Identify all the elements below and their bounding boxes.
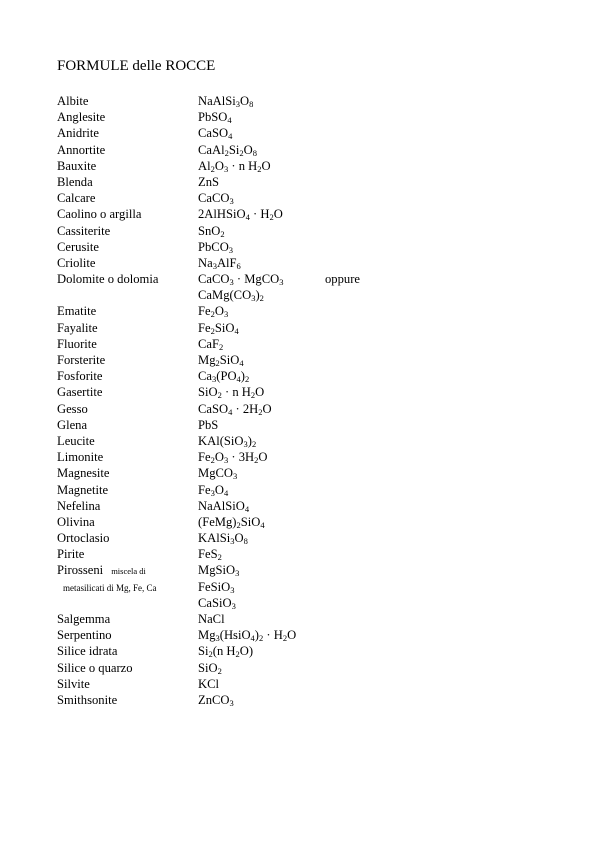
mineral-formula: SiO$_2$: [198, 660, 222, 676]
mineral-name: Magnetite: [57, 482, 109, 497]
mineral-formula: PbS: [198, 417, 219, 432]
mineral-name: Fayalite: [57, 320, 98, 335]
mineral-formula: ZnS: [198, 174, 219, 189]
mineral-formula: $Si_2(n$ $H_2O$): [198, 644, 254, 660]
mineral-name: Gesso: [57, 401, 88, 416]
mineral-row: [57, 660, 537, 676]
mineral-row: [57, 125, 537, 141]
mineral-name: Fosforite: [57, 369, 103, 384]
mineral-list: [57, 93, 537, 708]
mineral-formula: $Na_3AlF_6$: [198, 255, 241, 271]
mineral-row: [57, 514, 537, 530]
mineral-formula: PbCO$_3$: [198, 239, 234, 255]
mineral-formula: $Fe_2SiO_4$: [198, 320, 239, 336]
mineral-formula: CaF$_2$: [198, 336, 224, 352]
mineral-formula: $Mg_2SiO_4$: [198, 353, 244, 368]
mineral-formula: KCl: [198, 676, 219, 691]
mineral-name: Silvite: [57, 676, 90, 691]
mineral-formula: $CaAl_2Si_2O_8$: [198, 142, 257, 158]
mineral-formula: $Al_2O_3 \cdot n$ $H_2O$: [198, 158, 271, 174]
mineral-row: [57, 336, 537, 352]
mineral-name: Serpentino: [57, 628, 112, 643]
mineral-row: [57, 611, 537, 627]
mineral-formula: $Fe_3O_4$: [198, 482, 229, 498]
mineral-formula: $Fe_2O_3$: [198, 304, 229, 320]
mineral-name: Pirite: [57, 547, 85, 562]
mineral-name: Gasertite: [57, 385, 103, 400]
mineral-name: Annortite: [57, 142, 106, 157]
mineral-formula: ZnCO$_3$: [198, 692, 234, 708]
mineral-note: metasilicati di Mg, Fe, Ca: [63, 582, 157, 593]
mineral-name: Cerusite: [57, 239, 99, 254]
mineral-formula: CaCO$_3$: [198, 191, 234, 207]
mineral-name: Limonite: [57, 450, 104, 465]
mineral-row: [57, 579, 537, 595]
mineral-name: Forsterite: [57, 353, 106, 367]
mineral-row: [57, 303, 537, 319]
mineral-name: Leucite: [57, 433, 95, 448]
mineral-formula: $NaAlSi_3O_8$: [198, 94, 254, 109]
mineral-row: [57, 384, 537, 400]
mineral-row: [57, 368, 537, 384]
mineral-name: Glena: [57, 417, 88, 432]
mineral-name: Smithsonite: [57, 692, 118, 707]
mineral-name: Fluorite: [57, 336, 97, 351]
mineral-row: [57, 546, 537, 562]
alternative-note: oppure: [325, 272, 360, 287]
mineral-name: Magnesite: [57, 466, 110, 481]
mineral-row: [57, 142, 537, 158]
mineral-row: [57, 158, 537, 174]
mineral-row: [57, 530, 537, 546]
mineral-name: Cassiterite: [57, 223, 111, 238]
mineral-row: [57, 174, 537, 190]
mineral-row: [57, 190, 537, 206]
mineral-formula: 2AlHSiO$_4$ · $H_2O$: [198, 207, 283, 223]
mineral-name: Anidrite: [57, 126, 99, 141]
mineral-name: Calcare: [57, 191, 96, 206]
mineral-row: [57, 562, 537, 578]
mineral-formula: MgCO$_3$: [198, 466, 238, 482]
mineral-formula: PbSO$_4$: [198, 110, 232, 126]
mineral-row: [57, 465, 537, 481]
mineral-row: [57, 595, 537, 611]
mineral-name: Criolite: [57, 255, 96, 270]
mineral-name: Olivina: [57, 514, 95, 529]
mineral-name: Dolomite o dolomia: [57, 272, 159, 287]
mineral-row: [57, 498, 537, 514]
mineral-row: [57, 206, 537, 222]
mineral-name: Anglesite: [57, 110, 106, 125]
mineral-row: [57, 239, 537, 255]
mineral-formula: $(FeMg)_2SiO_4$: [198, 514, 265, 530]
mineral-formula: FeS$_2$: [198, 547, 222, 563]
mineral-name: Silice idrata: [57, 644, 118, 659]
mineral-row: [57, 223, 537, 239]
mineral-name: Ortoclasio: [57, 531, 110, 546]
mineral-row: [57, 676, 537, 692]
mineral-formula: CaSiO$_3$: [198, 595, 236, 611]
mineral-formula: CaSO$_4$: [198, 126, 233, 142]
mineral-row: [57, 449, 537, 465]
mineral-name: Silice o quarzo: [57, 660, 133, 675]
mineral-row: [57, 482, 537, 498]
mineral-row: [57, 320, 537, 336]
mineral-formula: $Ca_3(PO_4)_2$: [198, 369, 250, 385]
mineral-name: [57, 579, 157, 596]
mineral-formula: $CaMg(CO_3)_2$: [198, 288, 264, 304]
mineral-name: Nefelina: [57, 498, 101, 513]
mineral-name: Bauxite: [57, 158, 97, 173]
mineral-row: [57, 93, 537, 109]
mineral-name: Caolino o argilla: [57, 207, 142, 222]
mineral-formula: $Fe_2O_3 \cdot 3H_2O$: [198, 450, 268, 466]
mineral-row: [57, 627, 537, 643]
mineral-formula: MgSiO$_3$: [198, 563, 240, 579]
mineral-row: [57, 255, 537, 271]
mineral-formula: NaCl: [198, 612, 225, 626]
mineral-row: [57, 643, 537, 659]
mineral-formula: CaSO$_4$ · $2H_2O$: [198, 401, 272, 417]
mineral-row: [57, 417, 537, 433]
mineral-formula: FeSiO$_3$: [198, 579, 235, 595]
mineral-row: [57, 271, 537, 287]
mineral-formula: CaCO$_3$ · MgCO$_3$: [198, 272, 284, 288]
mineral-row: [57, 287, 537, 303]
mineral-formula: $KAlSi_3O_8$: [198, 531, 248, 547]
mineral-row: [57, 109, 537, 125]
mineral-formula: $KAl(SiO_3)_2$: [198, 433, 257, 449]
mineral-name: Albite: [57, 94, 89, 108]
mineral-name: Ematite: [57, 304, 97, 319]
mineral-name: Pirosseni miscela di: [57, 563, 146, 578]
page-title: FORMULE delle ROCCE: [57, 58, 216, 74]
mineral-formula: NaAlSiO$_4$: [198, 498, 250, 514]
mineral-formula: SiO$_2$ · n $H_2O$: [198, 385, 265, 401]
mineral-row: [57, 401, 537, 417]
mineral-name: Blenda: [57, 174, 93, 189]
mineral-formula: $Mg_3(HsiO_4)_2 \cdot H_2O$: [198, 628, 297, 644]
mineral-row: [57, 433, 537, 449]
mineral-formula: SnO$_2$: [198, 223, 225, 239]
mineral-name: Salgemma: [57, 612, 111, 626]
mineral-note: miscela di: [111, 566, 146, 577]
mineral-row: [57, 692, 537, 708]
mineral-row: [57, 352, 537, 368]
